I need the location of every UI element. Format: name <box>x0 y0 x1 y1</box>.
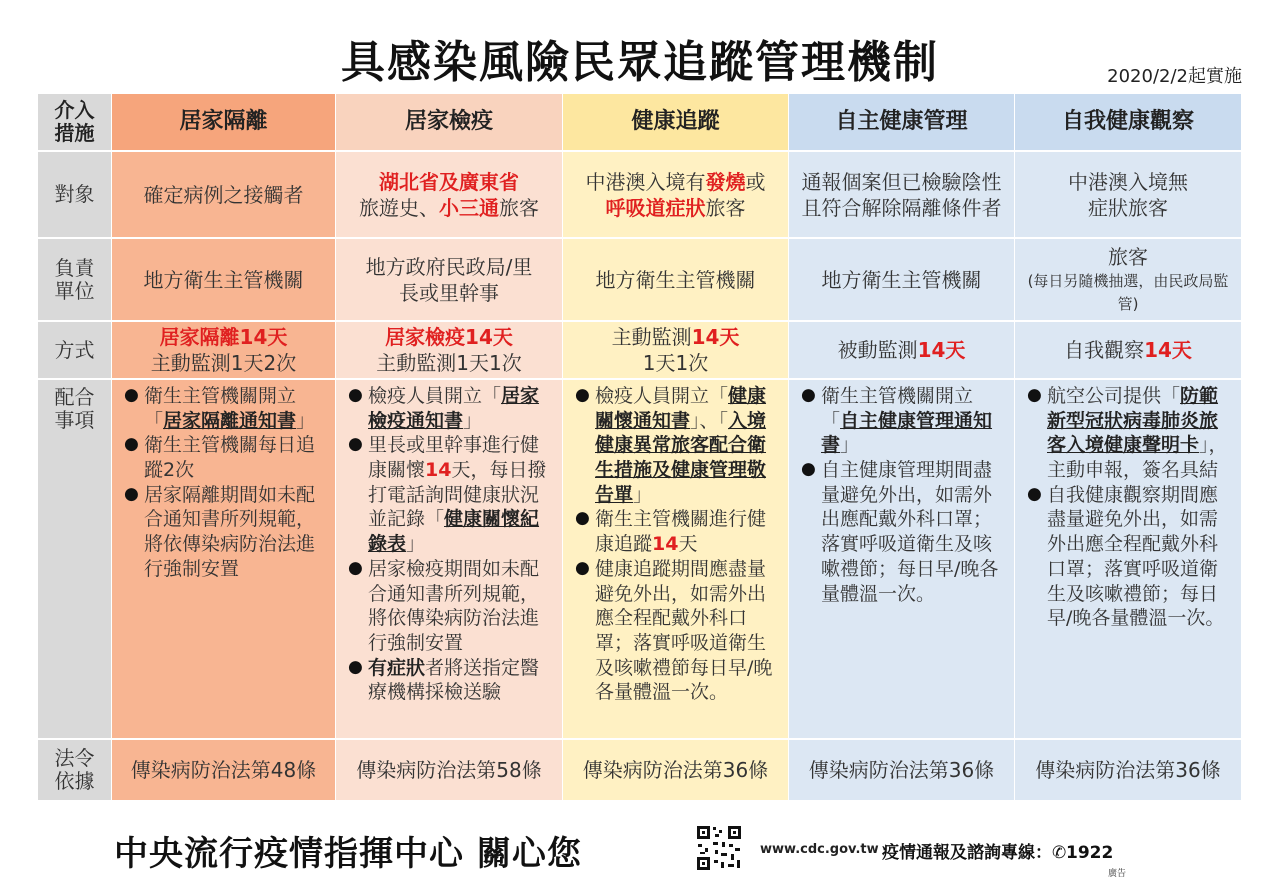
unit-cell: 地方衛生主管機關 <box>789 239 1015 322</box>
note-item: ● 居家隔離期間如未配合通知書所列規範，將依傳染病防治法進行強制安置 <box>124 483 325 582</box>
target-text: 旅客 <box>499 195 539 220</box>
row-label-text: 介入措施 <box>54 98 95 145</box>
method-highlight: 14天 <box>917 338 966 362</box>
note-item: ● 健康追蹤期間應盡量避免外出，如需外出應全程配戴外科口罩；落實呼吸道衛生及咳嗽禮節每日早/晚各量體溫一次。 <box>575 557 778 705</box>
unit-cell: 地方衛生主管機關 <box>112 239 336 322</box>
notes-cell <box>336 380 563 740</box>
note-item: ● 里長或里幹事進行健康關懷14天，每日撥打電話詢問健康狀況並記錄「健康關懷紀錄表」 <box>348 433 552 556</box>
ad-label: 廣告 <box>1108 869 1127 879</box>
note-item: ● 衛生主管機關開立「居家隔離通知書」 <box>124 384 325 433</box>
note-item: ● 衛生主管機關每日追蹤2次 <box>124 433 325 482</box>
row-label-target: 對象 <box>38 152 112 239</box>
target-cell <box>1015 152 1242 239</box>
qr-code-icon <box>695 824 743 872</box>
note-item: ● 檢疫人員開立「健康關懷通知書」、「入境健康異常旅客配合衛生措施及健康管理敬告單」 <box>575 384 778 507</box>
column-header-health-tracking: 健康追蹤 <box>563 94 789 152</box>
note-item: ● 衛生主管機關進行健康追蹤14天 <box>575 507 778 556</box>
note-item: ● 航空公司提供「防範新型冠狀病毒肺炎旅客入境健康聲明卡」，主動申報，簽名具結 <box>1027 384 1231 483</box>
method-highlight: 14天 <box>691 325 740 349</box>
target-text: 旅遊史、 <box>359 195 439 220</box>
column-header-self-health-management: 自主健康管理 <box>789 94 1015 152</box>
page-title: 具感染風險民眾追蹤管理機制 <box>341 37 939 88</box>
target-cell: 通報個案但已檢驗陰性且符合解除隔離條件者 <box>789 152 1015 239</box>
unit-cell <box>336 239 563 322</box>
management-table <box>38 94 1242 802</box>
unit-cell <box>1015 239 1242 322</box>
method-cell <box>563 322 789 380</box>
phone-icon: ✆ <box>1052 843 1067 863</box>
method-cell <box>789 322 1015 380</box>
method-highlight: 14天 <box>1144 338 1192 362</box>
notes-cell <box>563 380 789 740</box>
law-cell: 傳染病防治法第36條 <box>1015 740 1242 802</box>
row-label-text: 法令依據 <box>54 746 95 793</box>
column-header-self-health-observation: 自我健康觀察 <box>1015 94 1242 152</box>
law-cell: 傳染病防治法第36條 <box>563 740 789 802</box>
target-cell: 確定病例之接觸者 <box>112 152 336 239</box>
target-highlight: 湖北省及廣東省 <box>379 169 519 194</box>
law-cell: 傳染病防治法第58條 <box>336 740 563 802</box>
target-highlight: 呼吸道症狀 <box>605 195 706 220</box>
row-label-text: 負責單位 <box>54 255 95 303</box>
website-link[interactable]: www.cdc.gov.tw <box>760 842 879 857</box>
hotline-label: 疫情通報及諮詢專線： <box>882 843 1052 863</box>
row-label-law <box>38 740 112 802</box>
target-text: 中港澳入境無症狀旅客 <box>1068 169 1188 220</box>
target-cell <box>336 152 563 239</box>
method-text: 自我觀察 <box>1064 338 1145 362</box>
method-text: 被動監測 <box>837 338 918 362</box>
method-highlight: 居家檢疫14天 <box>385 325 513 349</box>
notes-cell <box>789 380 1015 740</box>
method-text: 主動監測1天2次 <box>150 351 297 375</box>
row-label-items <box>38 380 112 740</box>
method-text: 主動監測1天1次 <box>376 351 522 375</box>
method-cell <box>1015 322 1242 380</box>
target-highlight: 發燒 <box>705 169 746 194</box>
column-header-home-quarantine: 居家檢疫 <box>336 94 563 152</box>
unit-text: 地方政府民政局/里長或里幹事 <box>365 254 533 305</box>
target-cell <box>563 152 789 239</box>
method-text: 主動監測 <box>611 325 692 349</box>
unit-cell: 地方衛生主管機關 <box>563 239 789 322</box>
hotline <box>882 838 1113 863</box>
row-label-unit <box>38 239 112 322</box>
target-highlight: 小三通 <box>439 195 499 220</box>
method-highlight: 居家隔離14天 <box>159 325 288 349</box>
method-cell <box>112 322 336 380</box>
method-text: 1天1次 <box>642 351 709 375</box>
note-item: ● 自我健康觀察期間應盡量避免外出，如需外出應全程配戴外科口罩；落實呼吸道衛生及咳嗽禮節；每日早/晚各量體溫一次。 <box>1027 483 1231 631</box>
note-item: ● 衛生主管機關開立「自主健康管理通知書」 <box>801 384 1004 458</box>
note-item: ● 檢疫人員開立「居家檢疫通知書」 <box>348 384 552 433</box>
row-label-text: 配合事項 <box>54 385 95 432</box>
unit-note: (每日另隨機抽選，由民政局監管) <box>1027 272 1229 313</box>
row-label-measure <box>38 94 112 152</box>
note-item: ● 居家檢疫期間如未配合通知書所列規範，將依傳染病防治法進行強制安置 <box>348 557 552 656</box>
target-text: 旅客 <box>705 195 746 220</box>
note-item: ● 有症狀者將送指定醫療機構採檢送驗 <box>348 656 552 705</box>
unit-text: 旅客 <box>1108 245 1148 269</box>
column-header-home-isolation: 居家隔離 <box>112 94 336 152</box>
row-label-method: 方式 <box>38 322 112 380</box>
organization-name: 中央流行疫情指揮中心 關心您 <box>114 834 582 874</box>
note-item: ● 自主健康管理期間盡量避免外出，如需外出應配戴外科口罩；落實呼吸道衛生及咳嗽禮節；每日早/晚各量體溫一次。 <box>801 458 1004 606</box>
hotline-number: 1922 <box>1066 843 1114 863</box>
effective-date: 2020/2/2起實施 <box>1107 66 1242 87</box>
law-cell: 傳染病防治法第36條 <box>789 740 1015 802</box>
target-text: 或 <box>745 169 766 194</box>
notes-cell <box>112 380 336 740</box>
law-cell: 傳染病防治法第48條 <box>112 740 336 802</box>
method-cell <box>336 322 563 380</box>
notes-cell <box>1015 380 1242 740</box>
target-text: 中港澳入境有 <box>585 169 706 194</box>
